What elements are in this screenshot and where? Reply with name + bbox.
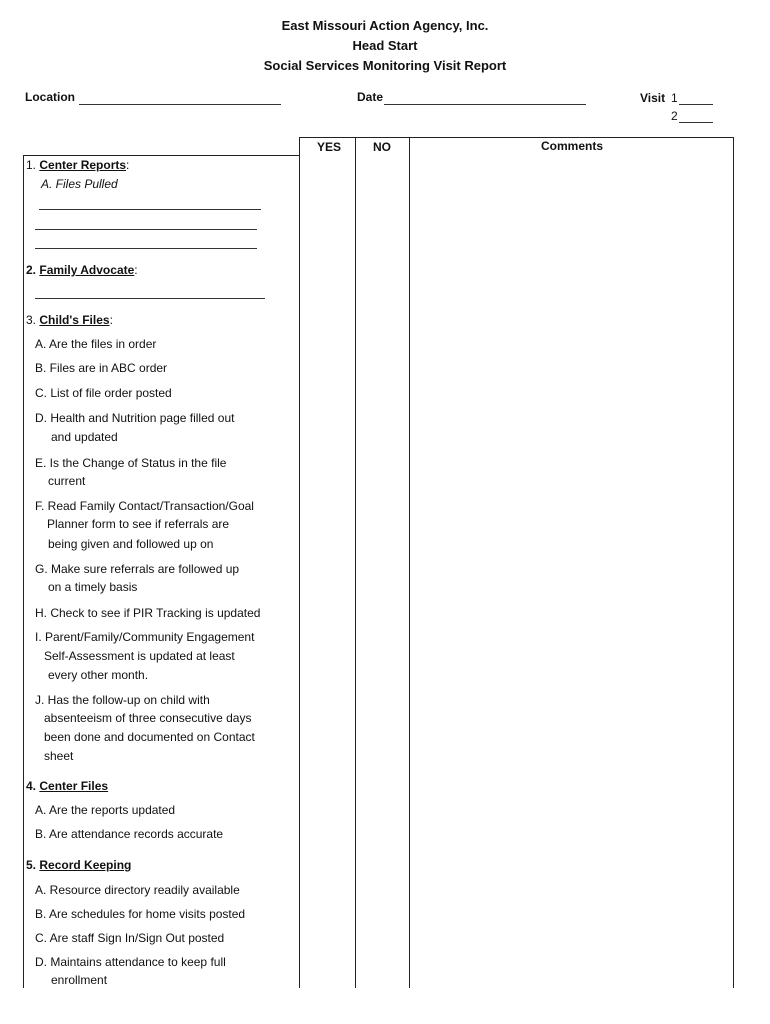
item-3i-line-3: every other month. [48,668,149,682]
org-name: East Missouri Action Agency, Inc. [281,18,489,33]
item-3j-line-2: absenteeism of three consecutive days [44,711,252,725]
item-3d-line-1: D. Health and Nutrition page filled out [35,411,235,425]
item-3d-line-2: and updated [51,430,118,444]
item-5c: C. Are staff Sign In/Sign Out posted [35,931,225,945]
section-4-number: 4. [26,779,37,793]
section-5-heading [26,858,131,872]
item-3j-line-4: sheet [44,749,74,763]
item-3f-line-2: Planner form to see if referrals are [47,517,230,531]
item-3i-line-2: Self-Assessment is updated at least [44,649,235,663]
item-5d-line-2: enrollment [51,973,108,987]
item-4b: B. Are attendance records accurate [35,827,224,841]
visit-2-number: 2 [671,109,678,123]
item-3g-line-2: on a timely basis [48,580,138,594]
item-3b: B. Files are in ABC order [35,361,168,375]
visit-1-number: 1 [671,91,678,105]
item-3f-line-1: F. Read Family Contact/Transaction/Goal [35,499,254,513]
date-field[interactable] [384,104,586,105]
item-3j-line-1: J. Has the follow-up on child with [35,693,210,707]
visit-label: Visit [640,91,666,105]
section-2-title: Family Advocate [39,263,135,277]
report-title: Social Services Monitoring Visit Report [263,58,507,73]
section-3-colon: : [109,313,113,327]
yes-no-divider [355,137,356,988]
item-5d-line-1: D. Maintains attendance to keep full [35,955,226,969]
section-1-title: Center Reports [39,158,127,172]
section-2-heading [26,263,138,277]
section-4-heading [26,779,108,793]
item-3j-line-3: been done and documented on Contact [44,730,255,744]
item-5a: A. Resource directory readily available [35,883,240,897]
item-3h: H. Check to see if PIR Tracking is updated [35,606,261,620]
section-4-title: Center Files [39,779,109,793]
item-3f-line-3: being given and followed up on [48,537,214,551]
visit-2-field[interactable] [679,122,713,123]
section-3-title: Child's Files [39,313,110,327]
files-pulled-label: A. Files Pulled [41,177,118,191]
files-pulled-line-1[interactable] [39,209,261,210]
item-4a: A. Are the reports updated [35,803,176,817]
item-5b: B. Are schedules for home visits posted [35,907,246,921]
date-label: Date [357,90,384,104]
visit-1-field[interactable] [679,104,713,105]
no-comments-divider [409,137,410,988]
section-5-title: Record Keeping [39,858,132,872]
item-3e-line-1: E. Is the Change of Status in the file [35,456,227,470]
section-2-colon: : [134,263,138,277]
location-field[interactable] [79,104,281,105]
no-column-header: NO [373,140,391,154]
section-5-number: 5. [26,858,37,872]
item-3i-line-1: I. Parent/Family/Community Engagement [35,630,255,644]
comments-column-header: Comments [541,139,604,153]
section-1-colon: : [126,158,130,172]
section-1-heading [26,158,129,172]
comments-right-border [733,137,734,988]
item-3a: A. Are the files in order [35,337,157,351]
section-3-heading [26,313,113,327]
table-top-border [299,137,734,138]
section-1-number: 1. [26,158,37,172]
yes-column-header: YES [317,140,342,154]
item-3e-line-2: current [48,474,86,488]
section-3-number: 3. [26,313,37,327]
items-top-border [23,155,300,156]
files-pulled-line-3[interactable] [35,248,257,249]
program-name: Head Start [352,38,418,53]
location-label: Location [25,90,75,104]
yes-left-border [299,137,300,988]
section-2-number: 2. [26,263,37,277]
item-3g-line-1: G. Make sure referrals are followed up [35,562,240,576]
item-3c: C. List of file order posted [35,386,172,400]
items-left-border [23,155,24,988]
family-advocate-line[interactable] [35,298,265,299]
files-pulled-line-2[interactable] [35,229,257,230]
